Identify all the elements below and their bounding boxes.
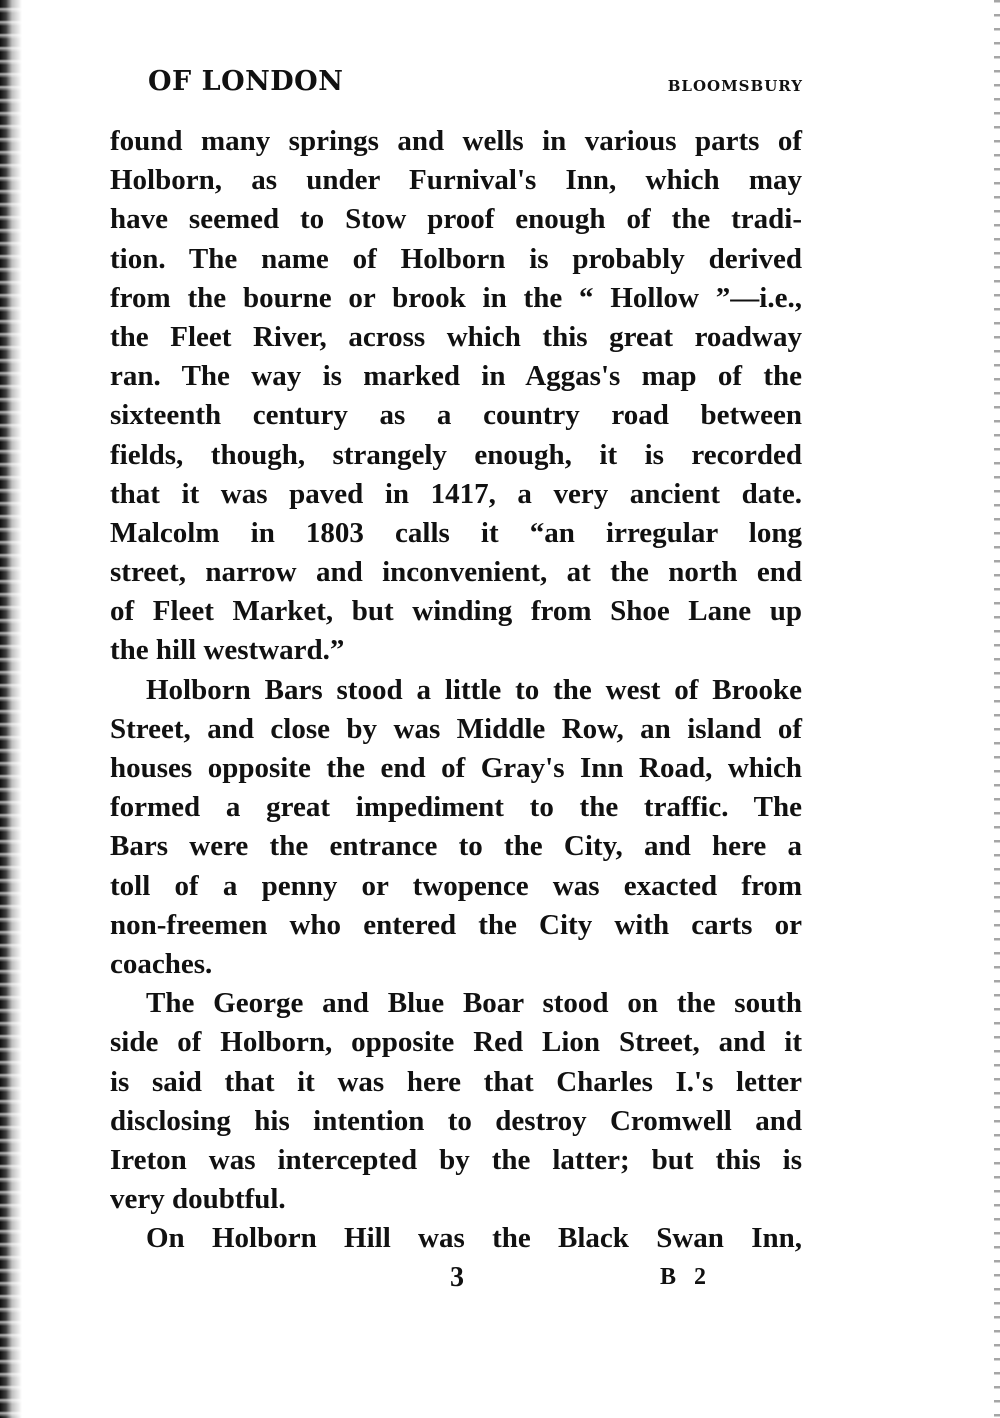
running-head-section: BLOOMSBURY (667, 77, 803, 95)
text-line: is said that it was here that Charles I.'s letter (110, 1065, 802, 1098)
body-text (110, 122, 802, 1258)
binding-edge-shadow (0, 0, 40, 1418)
text-line: Bars were the entrance to the City, and here a (110, 830, 802, 863)
page-number: 3 (450, 1262, 464, 1293)
text-line: the hill westward.” (110, 634, 345, 667)
signature-mark: B 2 (660, 1264, 713, 1290)
text-line: non-freemen who entered the City with carts or (110, 908, 802, 941)
text-line: very doubtful. (110, 1183, 286, 1216)
text-line: that it was paved in 1417, a very ancient date. (110, 477, 802, 510)
paragraph (110, 122, 802, 671)
text-line: toll of a penny or twopence was exacted from (110, 869, 802, 902)
text-line: coaches. (110, 947, 213, 980)
text-line: side of Holborn, opposite Red Lion Street, and it (110, 1026, 802, 1059)
text-line: street, narrow and inconvenient, at the north end (110, 556, 802, 589)
page-edge-right (994, 0, 1000, 1418)
paragraph (110, 984, 802, 1219)
text-line: Street, and close by was Middle Row, an island of (110, 712, 802, 745)
running-head-title: OF LONDON (148, 66, 344, 97)
text-line: tion. The name of Holborn is probably derived (110, 242, 802, 275)
text-line: Malcolm in 1803 calls it “an irregular long (110, 516, 802, 549)
text-line: formed a great impediment to the traffic. The (110, 791, 802, 824)
text-line: Holborn Bars stood a little to the west of Brooke (146, 673, 802, 706)
text-line: disclosing his intention to destroy Cromwell and (110, 1104, 802, 1137)
text-line: Holborn, as under Furnival's Inn, which may (110, 164, 802, 197)
text-line: found many springs and wells in various parts of (110, 125, 802, 157)
text-line: The George and Blue Boar stood on the south (146, 987, 802, 1020)
text-line: fields, though, strangely enough, it is recorded (110, 438, 802, 471)
text-line: of Fleet Market, but winding from Shoe Lane up (110, 595, 802, 628)
text-line: from the bourne or brook in the “ Hollow ”—i.e., (110, 281, 802, 314)
text-line: Ireton was intercepted by the latter; but this is (110, 1143, 802, 1176)
text-line: ran. The way is marked in Aggas's map of the (110, 360, 802, 393)
paragraph (110, 1219, 802, 1258)
text-line: On Holborn Hill was the Black Swan Inn, (146, 1222, 802, 1255)
text-line: the Fleet River, across which this great roadway (110, 320, 802, 353)
text-line: sixteenth century as a country road between (110, 399, 802, 432)
page-footer (110, 1262, 802, 1302)
paragraph (110, 671, 802, 985)
text-line: have seemed to Stow proof enough of the tradi- (110, 203, 802, 236)
running-head (148, 66, 803, 106)
text-line: houses opposite the end of Gray's Inn Road, which (110, 752, 802, 784)
